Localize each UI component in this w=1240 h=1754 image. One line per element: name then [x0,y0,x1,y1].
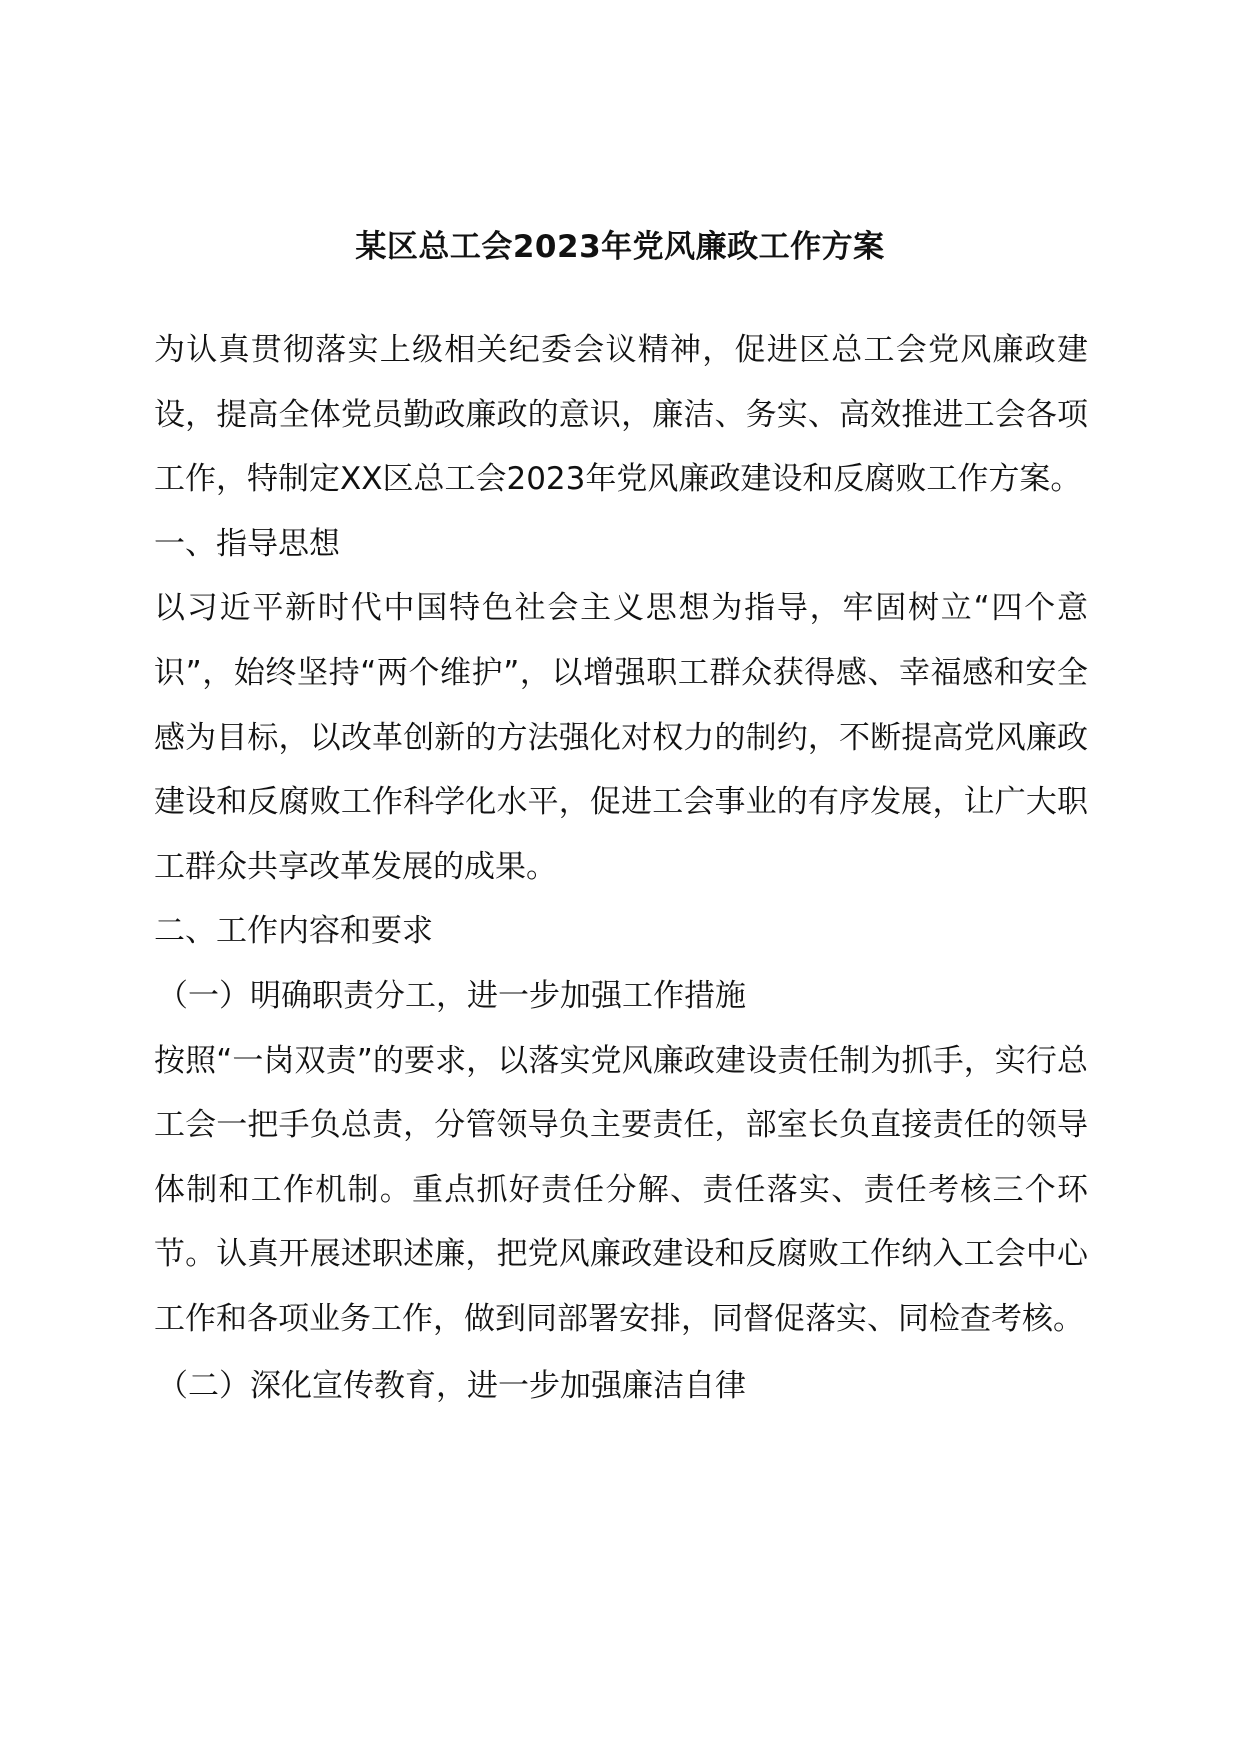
document-title: 某区总工会2023年党风廉政工作方案 [355,229,885,265]
document-body [154,318,1088,1418]
subsection-heading-education: （二）深化宣传教育，进一步加强廉洁自律 [157,1367,746,1404]
section-heading-work-content: 二、工作内容和要求 [154,913,433,950]
responsibilities-paragraph: 按照“一岗双责”的要求，以落实党风廉政建设责任制为抓手，实行总工会一把手负总责，分管领导负主要责任，部室长负直接责任的领导体制和工作机制。重点抓好责任分解、责任落实、责任考核三个环节。认真开展述职述廉，把党风廉政建设和反腐败工作纳入工会中心工作和各项业务工作，做到同部署安排，同督促落实、同检查考核。 [154,1042,1088,1337]
guiding-ideology-paragraph: 以习近平新时代中国特色社会主义思想为指导，牢固树立“四个意识”，始终坚持“两个维护”，以增强职工群众获得感、幸福感和安全感为目标，以改革创新的方法强化对权力的制约，不断提高党风廉政建设和反腐败工作科学化水平，促进工会事业的有序发展，让广大职工群众共享改革发展的成果。 [154,590,1088,885]
section-heading-guiding-ideology: 一、指导思想 [154,525,340,562]
intro-paragraph: 为认真贯彻落实上级相关纪委会议精神，促进区总工会党风廉政建设，提高全体党员勤政廉政的意识，廉洁、务实、高效推进工会各项工作，特制定XX区总工会2023年党风廉政建设和反腐败工作方案。 [154,332,1088,498]
subsection-heading-responsibilities: （一）明确职责分工，进一步加强工作措施 [157,977,746,1014]
